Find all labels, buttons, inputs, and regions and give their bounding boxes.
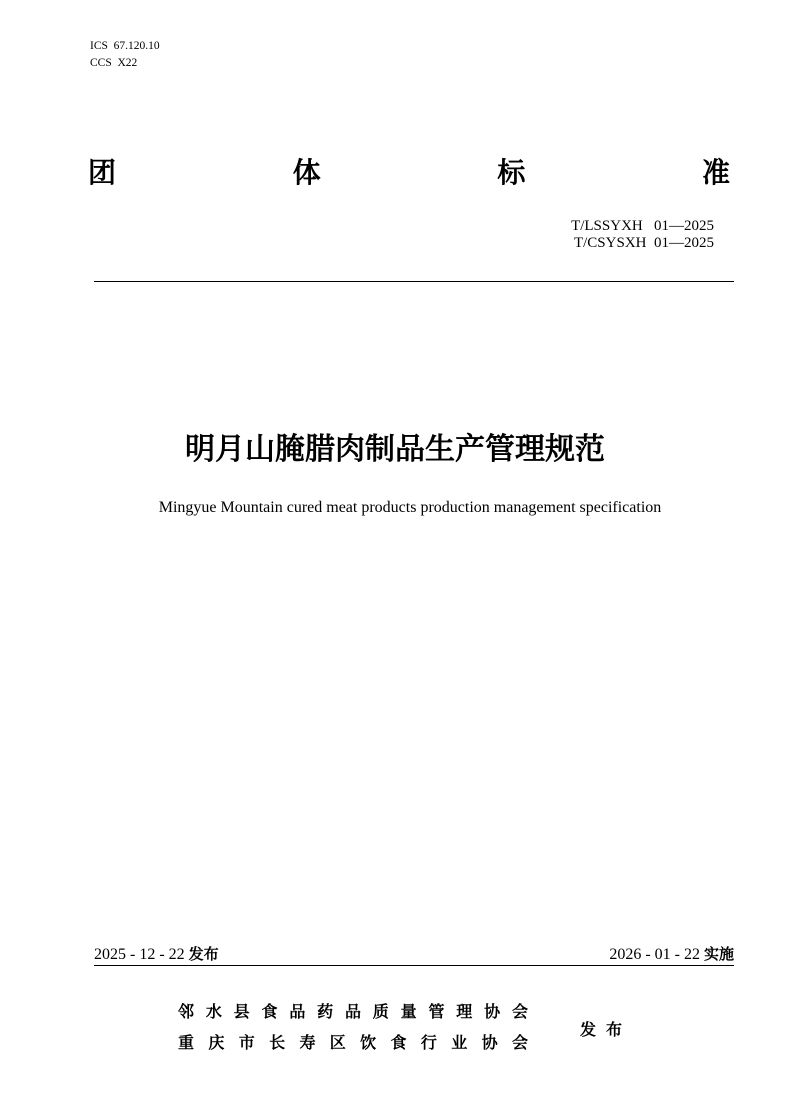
document-title: 明月山腌腊肉制品生产管理规范	[185, 432, 605, 467]
org-char: 量	[400, 1002, 417, 1021]
standard-kind-char: 标	[497, 156, 526, 189]
org-char: 食	[390, 1033, 407, 1052]
org-char: 区	[329, 1033, 346, 1052]
org-char: 饮	[360, 1033, 377, 1052]
org-char: 市	[238, 1033, 255, 1052]
org-char: 行	[420, 1033, 437, 1052]
standard-kind-char: 体	[292, 156, 321, 189]
org-char: 协	[484, 1002, 501, 1021]
org-char: 理	[456, 1002, 473, 1021]
standard-code-2: T/CSYSXH 01—2025	[573, 235, 714, 251]
standard-kind-char: 准	[701, 156, 730, 189]
org-char: 品	[344, 1002, 361, 1021]
org-char: 邻	[178, 1002, 195, 1021]
org-char: 药	[317, 1002, 334, 1021]
org-char: 庆	[208, 1033, 225, 1052]
publish-date: 2025 - 12 - 22	[94, 946, 185, 963]
ics-code: ICS 67.120.10	[90, 40, 160, 52]
org-char: 县	[233, 1002, 250, 1021]
standard-kind	[88, 153, 730, 193]
top-divider	[94, 281, 734, 282]
org-char: 质	[372, 1002, 389, 1021]
org-char: 业	[451, 1033, 468, 1052]
org-char: 水	[205, 1002, 222, 1021]
publish-date-line	[94, 943, 219, 966]
org-char: 食	[261, 1002, 278, 1021]
org-char: 长	[269, 1033, 286, 1052]
standard-code-1: T/LSSYXH 01—2025	[571, 218, 714, 234]
publish-label: 发布	[188, 945, 219, 963]
standard-kind-char: 团	[88, 156, 117, 189]
ccs-code: CCS X22	[90, 57, 138, 69]
classification-block	[90, 38, 160, 72]
org-char: 会	[511, 1033, 528, 1052]
implement-label: 实施	[703, 945, 734, 963]
org-char: 会	[511, 1002, 528, 1021]
org-char: 协	[481, 1033, 498, 1052]
document-subtitle: Mingyue Mountain cured meat products production management specification	[158, 499, 662, 516]
issuer-org-1	[178, 1000, 528, 1024]
bottom-divider	[94, 965, 734, 966]
org-char: 寿	[299, 1033, 316, 1052]
implement-date-line	[609, 943, 734, 966]
issue-label: 发布	[580, 1020, 633, 1039]
org-char: 品	[289, 1002, 306, 1021]
org-char: 重	[178, 1033, 195, 1052]
standard-codes	[571, 218, 714, 252]
issuer-org-2	[178, 1031, 528, 1055]
org-char: 管	[428, 1002, 445, 1021]
implement-date: 2026 - 01 - 22	[609, 946, 700, 963]
